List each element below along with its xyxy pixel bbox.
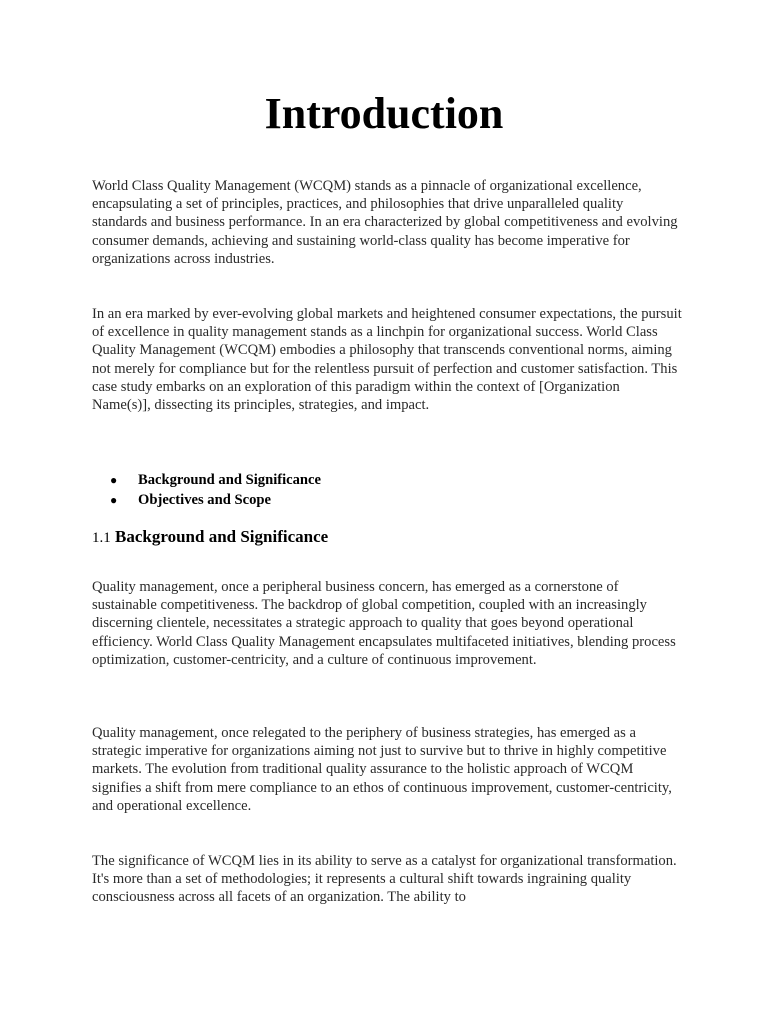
- bullet-icon: ●: [110, 492, 118, 507]
- intro-paragraph-1: World Class Quality Management (WCQM) stands as a pinnacle of organizational excellence, encapsulating a set of principles, practices, and philosophies that drive unparalleled quality standards and business performance. In an era characterized by global competitiveness and evolving consumer demands, achieving and sustaining world-class quality has become imperative for organizations across industries.: [92, 178, 678, 267]
- list-item: [110, 491, 321, 511]
- section-number: 1.1: [92, 530, 111, 546]
- bullet-list: [110, 471, 321, 510]
- page-title: Introduction: [264, 89, 504, 138]
- section-title: Background and Significance: [115, 527, 329, 546]
- section-paragraph-2: Quality management, once relegated to the periphery of business strategies, has emerged as a strategic imperative for organizations aiming not just to survive but to thrive in highly competitive markets. The evolution from traditional quality assurance to the holistic approach of WCQM signifies a shift from mere compliance to an ethos of continuous improvement, customer-centricity, and operational excellence.: [92, 725, 672, 814]
- list-item: [110, 471, 321, 491]
- section-paragraph-1: Quality management, once a peripheral business concern, has emerged as a cornerstone of sustainable competitiveness. The backdrop of global competition, coupled with an increasingly discerning clientele, necessitates a strategic approach to quality that goes beyond operational efficiency. World Class Quality Management encapsulates multifaceted initiatives, blending process optimization, customer-centricity, and a culture of continuous improvement.: [92, 579, 676, 668]
- section-paragraph-3: The significance of WCQM lies in its ability to serve as a catalyst for organizational transformation. It's more than a set of methodologies; it represents a cultural shift towards ingraining quality consciousness across all facets of an organization. The ability to: [92, 853, 677, 906]
- bullet-icon: ●: [110, 473, 118, 487]
- section-heading: [92, 526, 328, 549]
- bullet-text: Background and Significance: [138, 472, 322, 488]
- intro-paragraph-2: In an era marked by ever-evolving global markets and heightened consumer expectations, the pursuit of excellence in quality management stands as a linchpin for organizational success. World Class Quality Management (WCQM) embodies a philosophy that transcends conventional norms, aiming not merely for compliance but for the relentless pursuit of perfection and customer satisfaction. This case study embarks on an exploration of this paradigm within the context of [Organization Name(s)], dissecting its principles, strategies, and impact.: [92, 306, 682, 414]
- bullet-text: Objectives and Scope: [138, 491, 271, 508]
